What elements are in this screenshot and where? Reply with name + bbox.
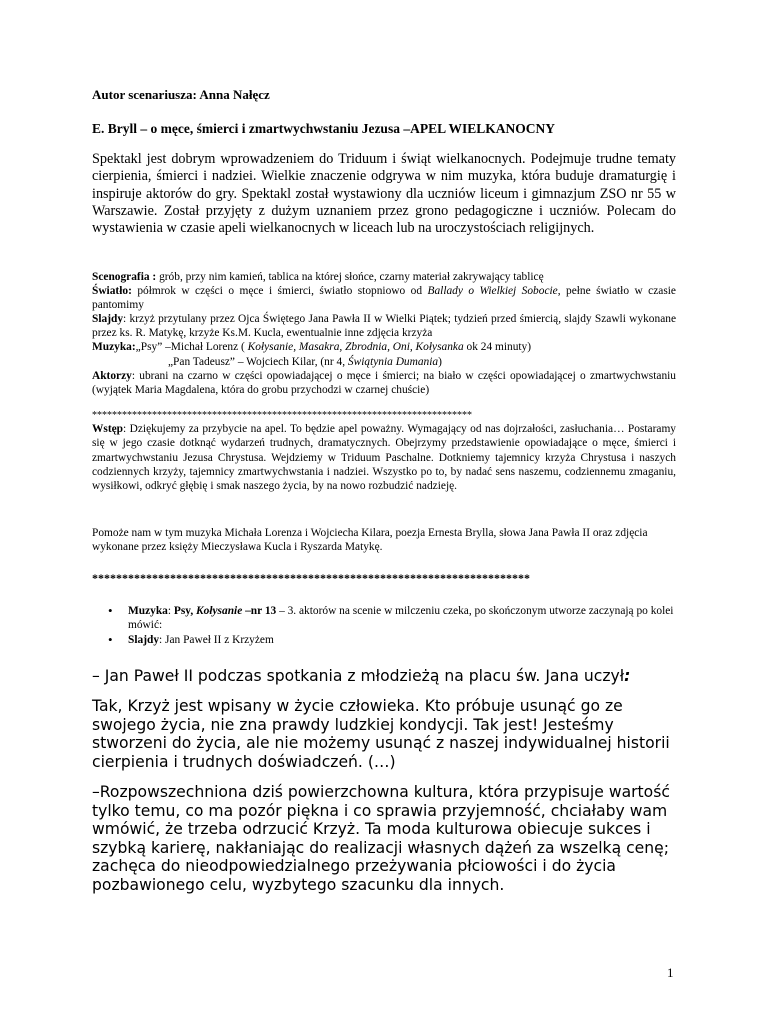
aktorzy-text: : ubrani na czarno w części opowiadającej o męce i śmierci; na biało w części opowiadającej o zmartwychwstaniu (wyjątek Maria Magdalena, która do grobu przychodzi w czarnej chuście) [92,369,676,396]
swiatlo-line [92,284,676,312]
bullet-icon: • [108,603,113,618]
muzyka-text-2: ok 24 minuty) [463,341,532,354]
list-item-text: : Jan Paweł II z Krzyżem [159,633,274,646]
scenografia-label: Scenografia : [92,271,157,283]
list-item-bold-italic: Kołysanie [196,605,243,617]
muzyka-italic: Kołysanie, Masakra, Zbrodnia, Oni, Kołysanka [247,341,464,354]
bullet-icon: • [108,631,113,647]
muzyka2-text-2: ) [438,355,442,368]
aktorzy-label: Aktorzy [92,369,132,382]
slajdy-label: Slajdy [92,313,124,326]
quote-intro [92,667,676,686]
quote-paragraph-1: Tak, Krzyż jest wpisany w życie człowieka. Kto próbuje usunąć go ze swojego życia, nie zna prawdy ludzkiej kondycji. Tak jest! Jesteśmy stworzeni do życia, ale nie możemy usunąć z naszej indywidualnej historii cierpienia i trudnych doświadczeń. (…) [92,697,670,771]
scenografia-text: grób, przy nim kamień, tablica na której słońce, czarny materiał zakrywający tablicę [156,271,544,283]
swiatlo-italic: Ballady o Wielkiej Sobocie [427,285,558,298]
list-item-text: – 3. aktorów na scenie w milczeniu czeka, po skończonym utworze zaczynają po kolei mówić: [128,605,674,632]
wstep-paragraph [92,422,676,493]
muzyka-line [92,340,676,354]
separator-stars-big: ************************************************************************* [92,571,530,585]
swiatlo-label: Światło: [92,285,132,298]
muzyka2-line [92,355,676,369]
quote-intro-text: – Jan Paweł II podczas spotkania z młodzieżą na placu św. Jana uczył [92,667,625,685]
page-number: 1 [667,965,674,980]
muzyka-label: Muzyka: [92,341,136,354]
list-item-bold: Psy, [173,605,197,617]
wstep-text: : Dziękujemy za przybycie na apel. To będzie apel poważny. Wymagający od nas dojrzałości, zasłuchania… Postaramy się w jego czasie dotknąć wydarzeń trudnych, dramatycznych. Obejrzymy przedstawienie opowiadające o męce, śmierci i zmartwychwstaniu Jezusa Chrystusa. Wejdziemy w Triduum Paschalne. Dotkniemy tajemnicy krzyża Chrystusa i naszych codziennych krzyży, tajemnicy zmartwychwstania i nadziei. Wszystko po to, by nadać sens naszemu, codziennemu zmaganiu, wysiłkowi, odkryć głębię i smak naszego życia, by na nowo rozbudzić nadzieję. [92,423,676,493]
list-item [92,604,676,633]
muzyka-text-1: „Psy” –Michał Lorenz ( [135,341,248,354]
intro-paragraph: Spektakl jest dobrym wprowadzeniem do Triduum i świąt wielkanocnych. Podejmuje trudne tematy cierpienia, śmierci i nadziei. Wielkie znaczenie odgrywa w nim muzyka, która buduje dramaturgię i inspiruje aktorów do gry. Spektakl został wystawiony dla uczniów liceum i gimnazjum ZSO nr 55 w Warszawie. Został przyjęty z dużym uznaniem przez grono pedagogiczne i uczniów. Polecam do wystawienia w czasie apeli wielkanocnych w liceach lub na uroczystościach religijnych. [92,151,676,237]
quote-intro-colon: : [624,667,631,685]
list-item-label: Muzyka [128,605,168,617]
muzyka2-text-1: „Pan Tadeusz” – Wojciech Kilar, (nr 4, [168,355,348,368]
slajdy-text: : krzyż przytulany przez Ojca Świętego Jana Pawła II w Wielki Piątek; tydzień przed śmiercią, slajdy Szawli wykonane przez ks. R. Matykę, krzyże Ks.M. Kucla, ewentualnie inne zdjęcia krzyża [92,313,676,340]
swiatlo-text-1: półmrok w części o męce i śmierci, światło stopniowo od [131,285,428,298]
list-item [92,633,676,647]
document-title: E. Bryll – o męce, śmierci i zmartwychwstaniu Jezusa –APEL WIELKANOCNY [92,121,555,136]
list-item-bold-2: –nr 13 [242,605,277,617]
wstep-label: Wstęp [92,423,124,435]
list-item-colon: : [167,605,174,617]
list-item-label: Slajdy [128,633,160,646]
muzyka2-italic: Świątynia Dumania [347,355,439,368]
author-line: Autor scenariusza: Anna Nałęcz [92,87,270,102]
separator-stars-small: **************************************************************************** [92,410,472,421]
quote-paragraph-2: –Rozpowszechniona dziś powierzchowna kultura, która przypisuje wartość tylko temu, co ma pozór piękna i co sprawia przyjemność, chciałaby wam wmówić, że trzeba odrzucić Krzyż. Ta moda kulturowa obiecuje sukces i szybką karierę, nakłaniając do realizacji własnych dążeń za wszelką cenę; zachęca do nieodpowiedzialnego przeżywania płciowości i do życia pozbawionego celu, wyzbytego szacunku dla innych. [92,783,670,894]
swiatlo-text-2: , pełne światło w czasie pantomimy [92,285,676,312]
bullet-list [92,604,676,647]
aktorzy-line [92,369,676,397]
pomoze-paragraph: Pomoże nam w tym muzyka Michała Lorenza i Wojciecha Kilara, poezja Ernesta Brylla, słowa Jana Pawła II oraz zdjęcia wykonane przez księży Mieczysława Kucla i Ryszarda Matykę. [92,527,648,554]
slajdy-line [92,312,676,340]
credits-section [92,270,676,397]
scenografia-line [92,270,676,284]
